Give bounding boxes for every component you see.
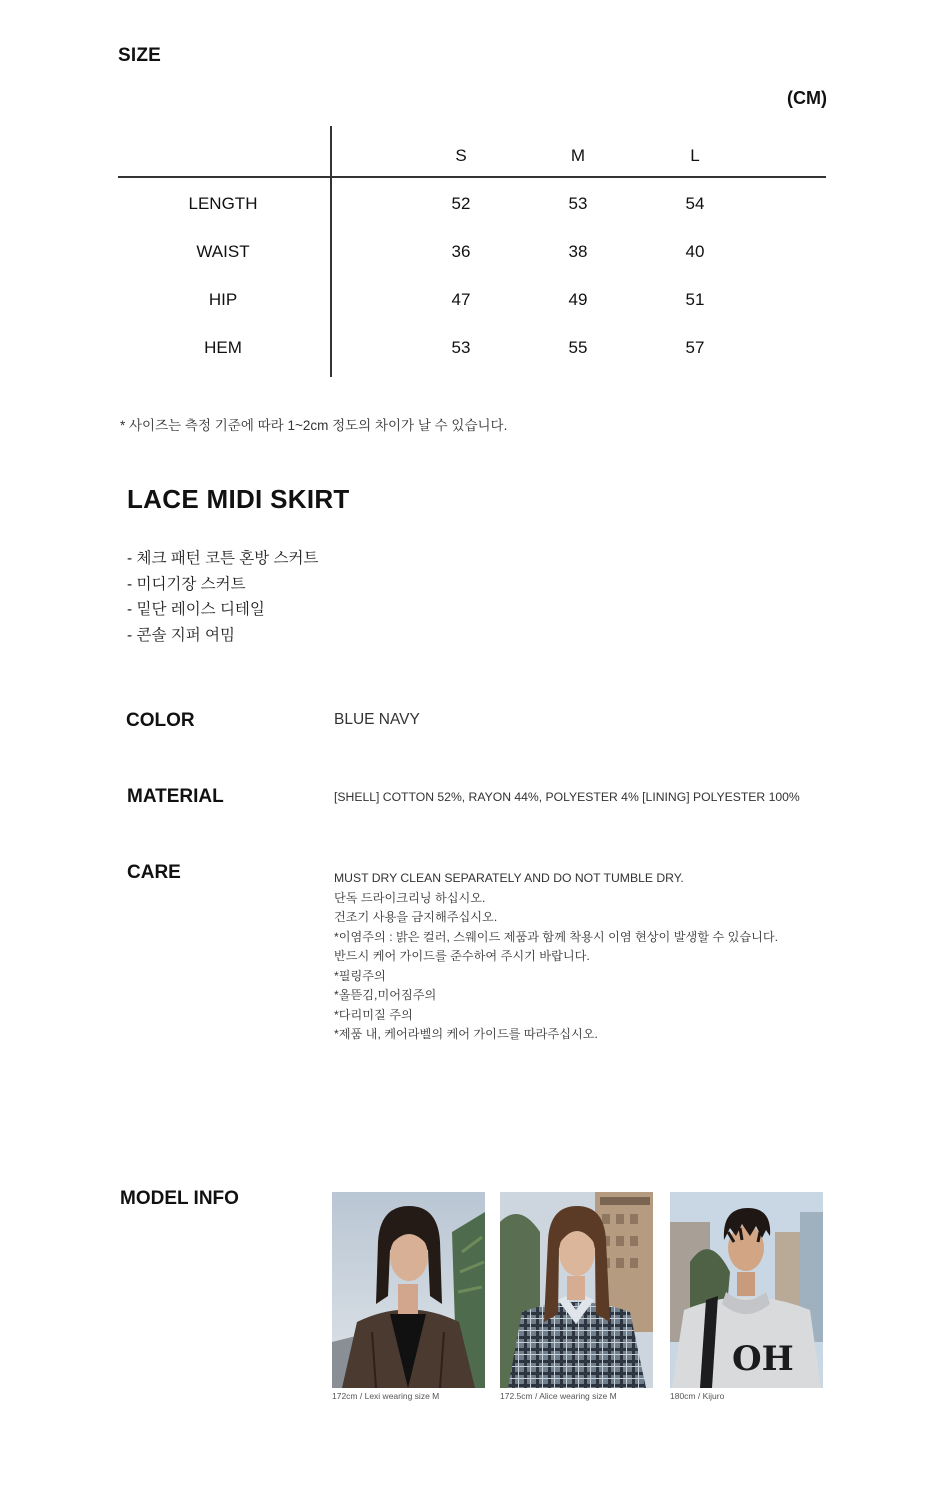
model-caption: 180cm / Kijuro	[670, 1391, 725, 1401]
care-line: MUST DRY CLEAN SEPARATELY AND DO NOT TUMBLE DRY.	[334, 871, 684, 885]
model-photo	[670, 1192, 823, 1388]
care-line: *이염주의 : 밝은 컬러, 스웨이드 제품과 함께 착용시 이염 현상이 발생할 수 있습니다.	[334, 929, 779, 944]
table-cell: 52	[451, 194, 471, 213]
care-instructions	[334, 869, 778, 1045]
table-cell: 40	[685, 242, 705, 261]
color-label: COLOR	[126, 710, 195, 731]
list-item: - 미디기장 스커트	[127, 575, 246, 593]
row-label-hip: HIP	[208, 290, 238, 309]
table-cell: 55	[568, 338, 588, 357]
material-label: MATERIAL	[127, 786, 224, 807]
list-item: - 콘솔 지퍼 여밈	[127, 626, 235, 644]
material-value: [SHELL] COTTON 52%, RAYON 44%, POLYESTER 4% [LINING] POLYESTER 100%	[334, 790, 800, 804]
row-label-length: LENGTH	[188, 194, 258, 213]
column-header-m: M	[570, 146, 586, 165]
table-vertical-divider	[330, 126, 332, 377]
feature-list	[127, 546, 318, 648]
product-title: LACE MIDI SKIRT	[127, 484, 350, 514]
row-label-waist: WAIST	[196, 242, 250, 261]
care-line: *제품 내, 케어라벨의 케어 가이드를 따라주십시오.	[334, 1027, 598, 1041]
table-cell: 38	[568, 242, 588, 261]
column-header-s: S	[455, 146, 467, 165]
care-line: 건조기 사용을 금지해주십시오.	[334, 910, 498, 924]
color-value: BLUE NAVY	[334, 711, 420, 728]
care-line: *다리미질 주의	[334, 1007, 413, 1022]
table-header-divider	[118, 176, 826, 178]
model-caption: 172cm / Lexi wearing size M	[332, 1391, 440, 1401]
row-label-hem: HEM	[204, 338, 242, 357]
care-line: 단독 드라이크리닝 하십시오.	[334, 890, 486, 905]
table-cell: 47	[451, 290, 471, 309]
table-cell: 49	[568, 290, 588, 309]
table-cell: 51	[685, 290, 705, 309]
size-heading: SIZE	[118, 45, 162, 66]
size-note: * 사이즈는 측정 기준에 따라 1~2cm 정도의 차이가 날 수 있습니다.	[120, 418, 508, 433]
svg-text:OH: OH	[732, 1339, 794, 1379]
model-caption: 172.5cm / Alice wearing size M	[500, 1391, 617, 1401]
table-cell: 54	[685, 194, 705, 213]
list-item: - 밑단 레이스 디테일	[127, 601, 265, 618]
care-line: *필링주의	[334, 968, 386, 983]
care-label: CARE	[127, 862, 181, 883]
model-photo	[500, 1192, 653, 1388]
table-cell: 53	[451, 338, 471, 357]
table-cell: 53	[568, 194, 588, 213]
care-line: 반드시 케어 가이드를 준수하여 주시기 바랍니다.	[334, 949, 590, 963]
table-cell: 36	[451, 242, 471, 261]
table-cell: 57	[685, 338, 705, 357]
model-info-heading: MODEL INFO	[120, 1188, 239, 1209]
column-header-l: L	[690, 146, 700, 165]
list-item: - 체크 패턴 코튼 혼방 스커트	[127, 550, 319, 567]
care-line: *올뜯김,미어짐주의	[334, 988, 437, 1002]
model-photo	[332, 1192, 485, 1388]
size-table	[118, 126, 826, 377]
size-unit: (CM)	[787, 88, 827, 108]
